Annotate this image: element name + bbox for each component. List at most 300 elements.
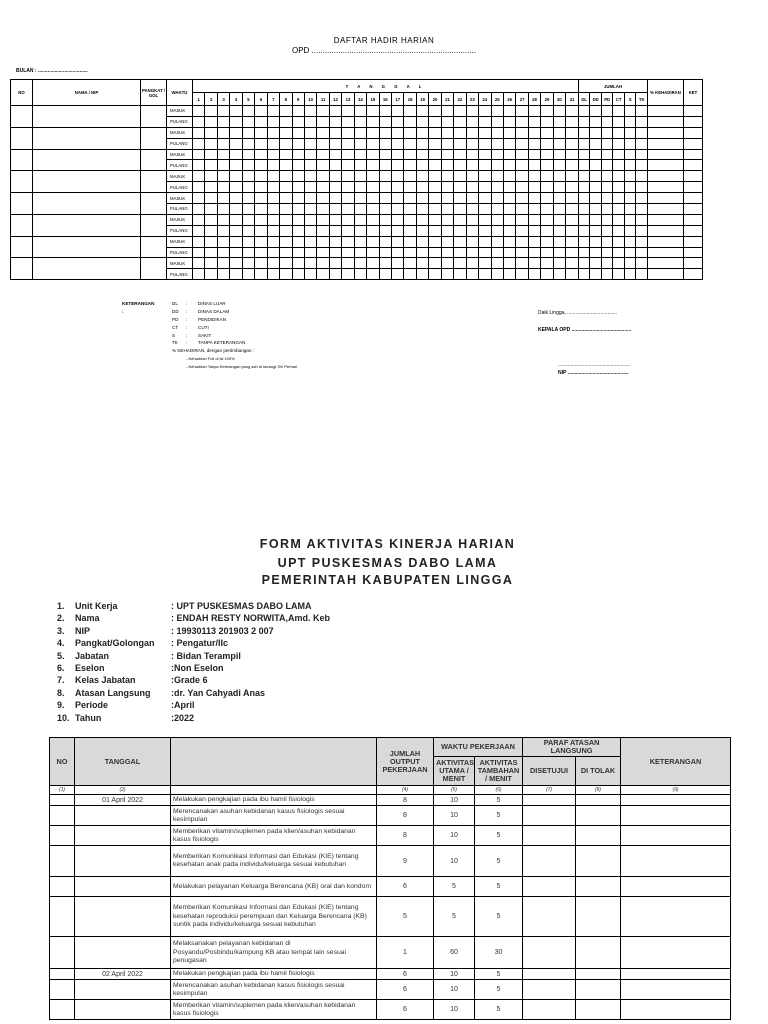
att-cell[interactable] xyxy=(342,214,354,225)
att-cell[interactable] xyxy=(342,138,354,149)
att-cell[interactable] xyxy=(528,149,540,160)
att-cell[interactable] xyxy=(317,269,329,280)
att-cell[interactable] xyxy=(553,182,565,193)
att-cell[interactable] xyxy=(205,160,217,171)
att-cell[interactable] xyxy=(379,247,391,258)
att-cell[interactable] xyxy=(601,182,613,193)
att-cell[interactable] xyxy=(528,182,540,193)
att-cell-nama[interactable] xyxy=(33,106,141,128)
att-cell[interactable] xyxy=(636,204,648,215)
att-cell[interactable] xyxy=(553,138,565,149)
att-cell[interactable] xyxy=(479,214,491,225)
att-cell[interactable] xyxy=(342,193,354,204)
att-cell[interactable] xyxy=(566,214,579,225)
att-cell[interactable] xyxy=(267,149,279,160)
att-cell[interactable] xyxy=(578,236,590,247)
att-cell[interactable] xyxy=(648,214,684,225)
att-cell[interactable] xyxy=(392,214,404,225)
att-cell[interactable] xyxy=(354,171,366,182)
att-cell[interactable] xyxy=(404,214,416,225)
att-cell[interactable] xyxy=(292,269,304,280)
att-cell[interactable] xyxy=(317,204,329,215)
att-cell-no[interactable] xyxy=(11,127,33,149)
att-cell[interactable] xyxy=(516,236,528,247)
att-cell[interactable] xyxy=(613,204,625,215)
att-cell[interactable] xyxy=(280,171,292,182)
att-cell[interactable] xyxy=(503,149,515,160)
att-cell[interactable] xyxy=(441,127,453,138)
att-cell[interactable] xyxy=(553,160,565,171)
att-cell[interactable] xyxy=(553,171,565,182)
cell-keterangan[interactable] xyxy=(621,795,731,806)
att-cell[interactable] xyxy=(553,204,565,215)
att-cell[interactable] xyxy=(541,258,553,269)
att-cell[interactable] xyxy=(292,258,304,269)
att-cell[interactable] xyxy=(516,149,528,160)
att-cell[interactable] xyxy=(280,236,292,247)
att-cell[interactable] xyxy=(566,225,579,236)
att-cell[interactable] xyxy=(503,171,515,182)
att-cell[interactable] xyxy=(217,171,229,182)
att-cell[interactable] xyxy=(317,149,329,160)
att-cell[interactable] xyxy=(367,116,379,127)
att-cell-pangkat[interactable] xyxy=(141,106,167,128)
att-cell[interactable] xyxy=(491,106,503,117)
att-cell[interactable] xyxy=(317,127,329,138)
att-cell[interactable] xyxy=(636,116,648,127)
att-cell[interactable] xyxy=(479,236,491,247)
att-cell[interactable] xyxy=(392,106,404,117)
att-cell[interactable] xyxy=(217,127,229,138)
att-cell[interactable] xyxy=(379,116,391,127)
att-cell[interactable] xyxy=(613,214,625,225)
att-cell[interactable] xyxy=(491,258,503,269)
att-cell[interactable] xyxy=(684,214,703,225)
att-cell[interactable] xyxy=(416,258,428,269)
att-cell[interactable] xyxy=(454,258,466,269)
att-cell[interactable] xyxy=(304,225,316,236)
att-cell[interactable] xyxy=(503,160,515,171)
att-cell[interactable] xyxy=(392,193,404,204)
att-cell[interactable] xyxy=(379,149,391,160)
att-cell[interactable] xyxy=(230,149,242,160)
att-cell[interactable] xyxy=(601,116,613,127)
cell-keterangan[interactable] xyxy=(621,826,731,846)
att-cell[interactable] xyxy=(516,258,528,269)
att-cell[interactable] xyxy=(193,171,205,182)
att-cell[interactable] xyxy=(329,116,341,127)
att-cell[interactable] xyxy=(280,214,292,225)
att-cell-nama[interactable] xyxy=(33,171,141,193)
att-cell[interactable] xyxy=(454,225,466,236)
att-cell[interactable] xyxy=(416,138,428,149)
att-cell[interactable] xyxy=(441,204,453,215)
att-cell[interactable] xyxy=(367,193,379,204)
att-cell[interactable] xyxy=(317,138,329,149)
att-cell[interactable] xyxy=(578,106,590,117)
att-cell-no[interactable] xyxy=(11,236,33,258)
att-cell[interactable] xyxy=(304,116,316,127)
att-cell[interactable] xyxy=(329,269,341,280)
att-cell[interactable] xyxy=(267,258,279,269)
att-cell[interactable] xyxy=(624,127,636,138)
att-cell[interactable] xyxy=(479,127,491,138)
att-cell[interactable] xyxy=(613,138,625,149)
att-cell[interactable] xyxy=(193,149,205,160)
att-cell[interactable] xyxy=(541,236,553,247)
att-cell[interactable] xyxy=(491,204,503,215)
att-cell[interactable] xyxy=(367,204,379,215)
att-cell[interactable] xyxy=(342,182,354,193)
att-cell[interactable] xyxy=(491,116,503,127)
att-cell[interactable] xyxy=(367,149,379,160)
att-cell[interactable] xyxy=(329,138,341,149)
att-cell[interactable] xyxy=(429,236,441,247)
att-cell[interactable] xyxy=(601,247,613,258)
att-cell[interactable] xyxy=(624,182,636,193)
att-cell[interactable] xyxy=(429,225,441,236)
att-cell[interactable] xyxy=(454,149,466,160)
att-cell[interactable] xyxy=(624,258,636,269)
att-cell[interactable] xyxy=(624,171,636,182)
att-cell[interactable] xyxy=(354,269,366,280)
att-cell[interactable] xyxy=(292,182,304,193)
att-cell[interactable] xyxy=(648,116,684,127)
att-cell[interactable] xyxy=(648,204,684,215)
att-cell[interactable] xyxy=(578,269,590,280)
att-cell[interactable] xyxy=(479,171,491,182)
att-cell[interactable] xyxy=(684,236,703,247)
att-cell[interactable] xyxy=(454,204,466,215)
att-cell[interactable] xyxy=(528,116,540,127)
att-cell[interactable] xyxy=(466,149,478,160)
att-cell[interactable] xyxy=(255,236,267,247)
att-cell[interactable] xyxy=(392,258,404,269)
att-cell[interactable] xyxy=(379,214,391,225)
att-cell[interactable] xyxy=(280,138,292,149)
att-cell[interactable] xyxy=(601,269,613,280)
att-cell[interactable] xyxy=(466,182,478,193)
att-cell[interactable] xyxy=(491,236,503,247)
att-cell[interactable] xyxy=(217,247,229,258)
att-cell[interactable] xyxy=(392,236,404,247)
att-cell-pangkat[interactable] xyxy=(141,236,167,258)
att-cell[interactable] xyxy=(392,127,404,138)
att-cell[interactable] xyxy=(317,214,329,225)
att-cell[interactable] xyxy=(329,236,341,247)
att-cell[interactable] xyxy=(255,116,267,127)
att-cell[interactable] xyxy=(454,236,466,247)
att-cell[interactable] xyxy=(193,182,205,193)
att-cell[interactable] xyxy=(503,269,515,280)
att-cell[interactable] xyxy=(516,171,528,182)
att-cell[interactable] xyxy=(566,247,579,258)
cell-ditolak[interactable] xyxy=(576,877,621,897)
att-cell[interactable] xyxy=(684,182,703,193)
cell-ditolak[interactable] xyxy=(576,1000,621,1020)
att-cell[interactable] xyxy=(466,160,478,171)
att-cell[interactable] xyxy=(392,116,404,127)
att-cell[interactable] xyxy=(590,247,602,258)
att-cell[interactable] xyxy=(590,225,602,236)
att-cell[interactable] xyxy=(454,193,466,204)
att-cell[interactable] xyxy=(566,182,579,193)
att-cell[interactable] xyxy=(601,149,613,160)
att-cell[interactable] xyxy=(329,171,341,182)
att-cell[interactable] xyxy=(242,247,254,258)
att-cell[interactable] xyxy=(404,204,416,215)
att-cell[interactable] xyxy=(624,160,636,171)
att-cell-no[interactable] xyxy=(11,258,33,280)
att-cell[interactable] xyxy=(329,225,341,236)
att-cell[interactable] xyxy=(503,106,515,117)
att-cell[interactable] xyxy=(541,269,553,280)
att-cell[interactable] xyxy=(541,225,553,236)
att-cell[interactable] xyxy=(648,171,684,182)
att-cell[interactable] xyxy=(404,149,416,160)
att-cell[interactable] xyxy=(466,193,478,204)
att-cell[interactable] xyxy=(354,182,366,193)
att-cell[interactable] xyxy=(242,106,254,117)
att-cell[interactable] xyxy=(566,138,579,149)
att-cell[interactable] xyxy=(193,247,205,258)
att-cell[interactable] xyxy=(304,160,316,171)
att-cell[interactable] xyxy=(404,127,416,138)
cell-disetujui[interactable] xyxy=(523,806,576,826)
att-cell[interactable] xyxy=(267,236,279,247)
att-cell[interactable] xyxy=(329,127,341,138)
att-cell[interactable] xyxy=(578,116,590,127)
att-cell[interactable] xyxy=(566,204,579,215)
att-cell[interactable] xyxy=(590,106,602,117)
att-cell[interactable] xyxy=(354,193,366,204)
att-cell[interactable] xyxy=(528,160,540,171)
att-cell[interactable] xyxy=(578,182,590,193)
att-cell[interactable] xyxy=(466,225,478,236)
att-cell[interactable] xyxy=(503,193,515,204)
att-cell[interactable] xyxy=(304,127,316,138)
att-cell[interactable] xyxy=(342,269,354,280)
att-cell[interactable] xyxy=(280,247,292,258)
att-cell[interactable] xyxy=(516,204,528,215)
att-cell[interactable] xyxy=(329,182,341,193)
att-cell[interactable] xyxy=(242,171,254,182)
att-cell[interactable] xyxy=(342,247,354,258)
att-cell[interactable] xyxy=(304,269,316,280)
att-cell[interactable] xyxy=(342,116,354,127)
att-cell[interactable] xyxy=(684,138,703,149)
att-cell[interactable] xyxy=(304,149,316,160)
att-cell[interactable] xyxy=(466,204,478,215)
att-cell[interactable] xyxy=(613,127,625,138)
cell-keterangan[interactable] xyxy=(621,1000,731,1020)
att-cell[interactable] xyxy=(379,106,391,117)
att-cell[interactable] xyxy=(648,247,684,258)
att-cell[interactable] xyxy=(230,182,242,193)
att-cell[interactable] xyxy=(367,171,379,182)
att-cell[interactable] xyxy=(392,149,404,160)
att-cell[interactable] xyxy=(684,116,703,127)
att-cell[interactable] xyxy=(601,127,613,138)
att-cell[interactable] xyxy=(416,171,428,182)
att-cell[interactable] xyxy=(516,138,528,149)
att-cell[interactable] xyxy=(267,193,279,204)
att-cell[interactable] xyxy=(429,106,441,117)
att-cell[interactable] xyxy=(516,247,528,258)
att-cell[interactable] xyxy=(578,214,590,225)
att-cell[interactable] xyxy=(317,258,329,269)
att-cell[interactable] xyxy=(304,214,316,225)
att-cell[interactable] xyxy=(479,116,491,127)
att-cell[interactable] xyxy=(528,225,540,236)
att-cell[interactable] xyxy=(230,106,242,117)
att-cell[interactable] xyxy=(367,236,379,247)
att-cell[interactable] xyxy=(429,171,441,182)
att-cell-no[interactable] xyxy=(11,149,33,171)
att-cell[interactable] xyxy=(578,127,590,138)
att-cell[interactable] xyxy=(553,193,565,204)
att-cell[interactable] xyxy=(541,160,553,171)
att-cell[interactable] xyxy=(479,225,491,236)
att-cell[interactable] xyxy=(541,127,553,138)
att-cell[interactable] xyxy=(205,138,217,149)
att-cell[interactable] xyxy=(454,106,466,117)
att-cell[interactable] xyxy=(479,269,491,280)
att-cell[interactable] xyxy=(416,127,428,138)
att-cell[interactable] xyxy=(292,116,304,127)
att-cell[interactable] xyxy=(193,269,205,280)
att-cell-pangkat[interactable] xyxy=(141,171,167,193)
att-cell[interactable] xyxy=(684,160,703,171)
att-cell[interactable] xyxy=(304,247,316,258)
att-cell[interactable] xyxy=(578,193,590,204)
att-cell[interactable] xyxy=(193,106,205,117)
att-cell[interactable] xyxy=(491,193,503,204)
att-cell[interactable] xyxy=(255,182,267,193)
att-cell[interactable] xyxy=(267,106,279,117)
att-cell[interactable] xyxy=(255,138,267,149)
att-cell[interactable] xyxy=(466,127,478,138)
att-cell[interactable] xyxy=(304,204,316,215)
att-cell[interactable] xyxy=(416,247,428,258)
att-cell[interactable] xyxy=(230,236,242,247)
att-cell[interactable] xyxy=(601,193,613,204)
att-cell-nama[interactable] xyxy=(33,258,141,280)
att-cell-pangkat[interactable] xyxy=(141,127,167,149)
att-cell[interactable] xyxy=(613,247,625,258)
att-cell[interactable] xyxy=(267,127,279,138)
att-cell[interactable] xyxy=(553,116,565,127)
att-cell[interactable] xyxy=(205,225,217,236)
att-cell-no[interactable] xyxy=(11,106,33,128)
att-cell[interactable] xyxy=(367,106,379,117)
att-cell[interactable] xyxy=(205,127,217,138)
att-cell[interactable] xyxy=(242,160,254,171)
att-cell[interactable] xyxy=(624,138,636,149)
att-cell[interactable] xyxy=(454,214,466,225)
att-cell[interactable] xyxy=(624,106,636,117)
att-cell[interactable] xyxy=(429,247,441,258)
att-cell[interactable] xyxy=(255,127,267,138)
att-cell[interactable] xyxy=(242,149,254,160)
att-cell[interactable] xyxy=(479,182,491,193)
att-cell[interactable] xyxy=(466,269,478,280)
att-cell[interactable] xyxy=(217,106,229,117)
att-cell[interactable] xyxy=(379,269,391,280)
att-cell[interactable] xyxy=(454,182,466,193)
att-cell[interactable] xyxy=(528,214,540,225)
att-cell-pangkat[interactable] xyxy=(141,193,167,215)
att-cell[interactable] xyxy=(404,247,416,258)
att-cell[interactable] xyxy=(541,138,553,149)
att-cell[interactable] xyxy=(528,193,540,204)
att-cell[interactable] xyxy=(636,160,648,171)
att-cell[interactable] xyxy=(416,182,428,193)
att-cell[interactable] xyxy=(379,160,391,171)
att-cell[interactable] xyxy=(255,258,267,269)
cell-ditolak[interactable] xyxy=(576,806,621,826)
att-cell[interactable] xyxy=(292,225,304,236)
att-cell[interactable] xyxy=(367,182,379,193)
att-cell[interactable] xyxy=(242,225,254,236)
att-cell[interactable] xyxy=(317,116,329,127)
att-cell[interactable] xyxy=(217,149,229,160)
att-cell[interactable] xyxy=(304,258,316,269)
att-cell[interactable] xyxy=(205,116,217,127)
att-cell[interactable] xyxy=(429,204,441,215)
cell-ditolak[interactable] xyxy=(576,846,621,877)
att-cell[interactable] xyxy=(636,182,648,193)
att-cell[interactable] xyxy=(441,247,453,258)
att-cell[interactable] xyxy=(367,214,379,225)
att-cell[interactable] xyxy=(648,225,684,236)
att-cell[interactable] xyxy=(329,106,341,117)
att-cell[interactable] xyxy=(454,247,466,258)
cell-disetujui[interactable] xyxy=(523,877,576,897)
cell-keterangan[interactable] xyxy=(621,877,731,897)
att-cell-nama[interactable] xyxy=(33,127,141,149)
att-cell[interactable] xyxy=(217,258,229,269)
att-cell[interactable] xyxy=(566,193,579,204)
att-cell[interactable] xyxy=(429,182,441,193)
att-cell[interactable] xyxy=(193,204,205,215)
att-cell[interactable] xyxy=(553,236,565,247)
att-cell[interactable] xyxy=(317,160,329,171)
att-cell[interactable] xyxy=(292,106,304,117)
att-cell[interactable] xyxy=(242,193,254,204)
att-cell[interactable] xyxy=(193,160,205,171)
att-cell[interactable] xyxy=(230,247,242,258)
att-cell[interactable] xyxy=(648,160,684,171)
att-cell[interactable] xyxy=(590,160,602,171)
att-cell[interactable] xyxy=(601,160,613,171)
att-cell[interactable] xyxy=(255,269,267,280)
att-cell[interactable] xyxy=(648,236,684,247)
att-cell[interactable] xyxy=(624,225,636,236)
att-cell[interactable] xyxy=(466,258,478,269)
att-cell[interactable] xyxy=(242,269,254,280)
att-cell[interactable] xyxy=(379,225,391,236)
att-cell[interactable] xyxy=(429,138,441,149)
att-cell[interactable] xyxy=(255,225,267,236)
att-cell[interactable] xyxy=(205,258,217,269)
att-cell[interactable] xyxy=(613,269,625,280)
cell-keterangan[interactable] xyxy=(621,897,731,937)
att-cell[interactable] xyxy=(566,160,579,171)
att-cell[interactable] xyxy=(392,247,404,258)
att-cell[interactable] xyxy=(342,149,354,160)
att-cell[interactable] xyxy=(624,269,636,280)
